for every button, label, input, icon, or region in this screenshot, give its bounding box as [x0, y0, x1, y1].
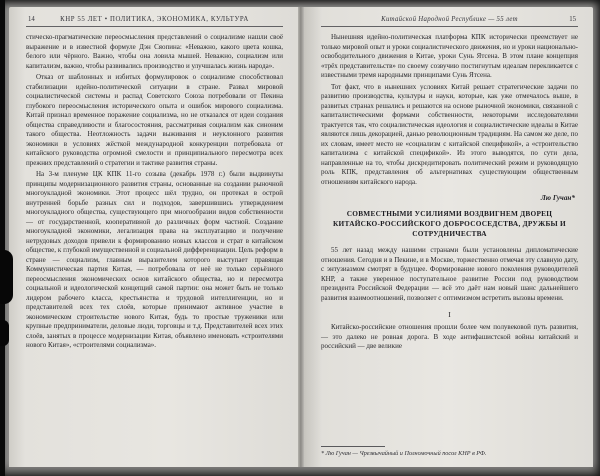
section-paragraph: Китайско-российские отношения прошли более чем полувековой путь развития, — это далеко не ровная дорога. В ходе антифашистской войны китайский и российский — две великие	[321, 323, 578, 351]
right-page-body	[321, 33, 578, 458]
paragraph: Отказ от шаблонных и избитых формулировок о социализме способствовал стабилизации идейно-политической ситуации в стране. Развал мировой социалистической системы и распад Советского Союза потребовали от Пекина глубокого переосмысления исторического опыта и ошибок мирового социализма. Китай признал временное поражение социализма, но не отказался от идеи создания общества справедливости и благосостояния, рассматривая социализм как синоним такого общества. Неотложность задачи выживания и неуклонного развития экономики в условиях жёсткой международной конкуренции потребовала от китайского руководства огромной смелости и принципиального пересмотра всех прежних представлений о стратегии и тактике развития страны.	[26, 73, 283, 167]
footnote-rule	[321, 446, 385, 447]
author-byline: Лю Гучан*	[540, 194, 575, 202]
left-page-body	[26, 33, 283, 458]
footnote-block	[321, 441, 578, 458]
lead-paragraph: 55 лет назад между нашими странами были установлены дипломатические отношения. Сегодня и в Пекине, и в Москве, торжественно отмечая эту славную дату, с энтузиазмом смотрят в будущее. Формирование нового поколения руководителей КНР, а также уверенное поступательное развитие России под руководством президента Российской Федерации — всё это даёт нам новый шанс дальнейшего развития взаимоотношений, позволяет с оптимизмом встретить вызовы времени.	[321, 246, 578, 302]
article-title: СОВМЕСТНЫМИ УСИЛИЯМИ ВОЗДВИГНЕМ ДВОРЕЦ КИТАЙСКО-РОССИЙСКОГО ДОБРОСОСЕДСТВА, ДРУЖБЫ И СОТРУДНИЧЕСТВА	[333, 209, 566, 238]
paragraph: Тот факт, что в нынешних условиях Китай решает стратегические задачи по развитию производства, культуры и науки, которые, как уже отмечалось выше, в развитых странах решались и решаются на основе рыночной экономики, связанной с капиталистическими формами собственности, некоторыми исследователями трактуется так, что социалистическая идеология и социалистические идеалы в Китае являются лишь декорацией, данью революционным традициям. На самом же деле, по их словам, имеет место не «социализм с китайской спецификой», а «строительство капитализма с китайской спецификой». Из этого выводятся, по сути дела, направленные на то, чтобы дискредитировать политический режим и руководящую роль КПК, представления об альтернативах существующим общественным отношениям китайского народа.	[321, 82, 578, 186]
page-right	[304, 7, 593, 467]
section-number: I	[448, 310, 451, 320]
paragraph: стическо-прагматические переосмысления представлений о социализме нашли своё выражение и в известной формуле Дэн Сяопина: «Неважно, какого цвета кошка, белого или чёрного. Важно, чтобы она ловила мышей. Неважно, социализм или капитализм, важно, чтобы развивались производство и улучшалась жизнь народа».	[26, 33, 283, 70]
scan-artifact	[0, 320, 9, 346]
running-head-left	[26, 16, 283, 27]
binding-shadow	[0, 0, 5, 476]
running-head-left-text: КНР 55 ЛЕТ • ПОЛИТИКА, ЭКОНОМИКА, КУЛЬТУРА	[60, 16, 249, 23]
page-left	[9, 7, 298, 467]
running-head-right	[321, 16, 578, 27]
page-number-right: 15	[569, 16, 576, 23]
running-head-right-text: Китайской Народной Республике — 55 лет	[381, 16, 518, 23]
page-number-left: 14	[28, 16, 35, 23]
page-spread	[9, 7, 593, 467]
scan-artifact	[0, 250, 13, 304]
footnote-text: * Лю Гучан — Чрезвычайный и Полномочный посол КНР в РФ.	[321, 450, 487, 457]
paragraph: На 3-м пленуме ЦК КПК 11-го созыва (декабрь 1978 г.) были выдвинуты принципы модернизационного развития страны, основанные на создании рыночной многоукладной экономики. Этот процесс шёл трудно, он протекал в острой внутренней борьбе разных сил и подходов, завершившись утверждением многоукладного общества, существующего при многообразии видов собственности — от государственной, кооперативной до различных форм частной. Создание многоукладной экономики, легализация права на эксплуатацию и получение нетрудовых доходов привели к формированию новых классов и страт в китайском обществе, к глубокой имущественной и социальной дифференциации. Цель реформ в стране — социализм, главным выразителем которого выступает правящая Коммунистическая партия Китая, — потребовала от неё не только серьёзного переосмысления экономических основ китайского общества, но и пересмотра социальной и идеологической концепций самой партии: она может быть не только лидером рабочего класса, крестьянства и трудовой интеллигенции, но и представителей всех тех слоёв, которые принимают активное участие в экономическом строительстве нового Китая, будь то простые труженики или крупные предприниматели, деловые люди, торговцы и т.д. Представителей всех этих слоёв, занятых в процессе модернизации Китая, объявлено именовать «строителями нового Китая», «строителями социализма».	[26, 170, 283, 349]
paragraph: Нынешняя идейно-политическая платформа КПК исторически преемствует не только мировой опыт и уроки социалистического движения, но и уроки национально-освободительного движения в Китае, уроки Сунь Ятсена. В этом плане концепция «трёх представительств» по своему созвучию постигнутым идеалам перекликается с известными тремя народными принципами Сунь Ятсена.	[321, 33, 578, 79]
